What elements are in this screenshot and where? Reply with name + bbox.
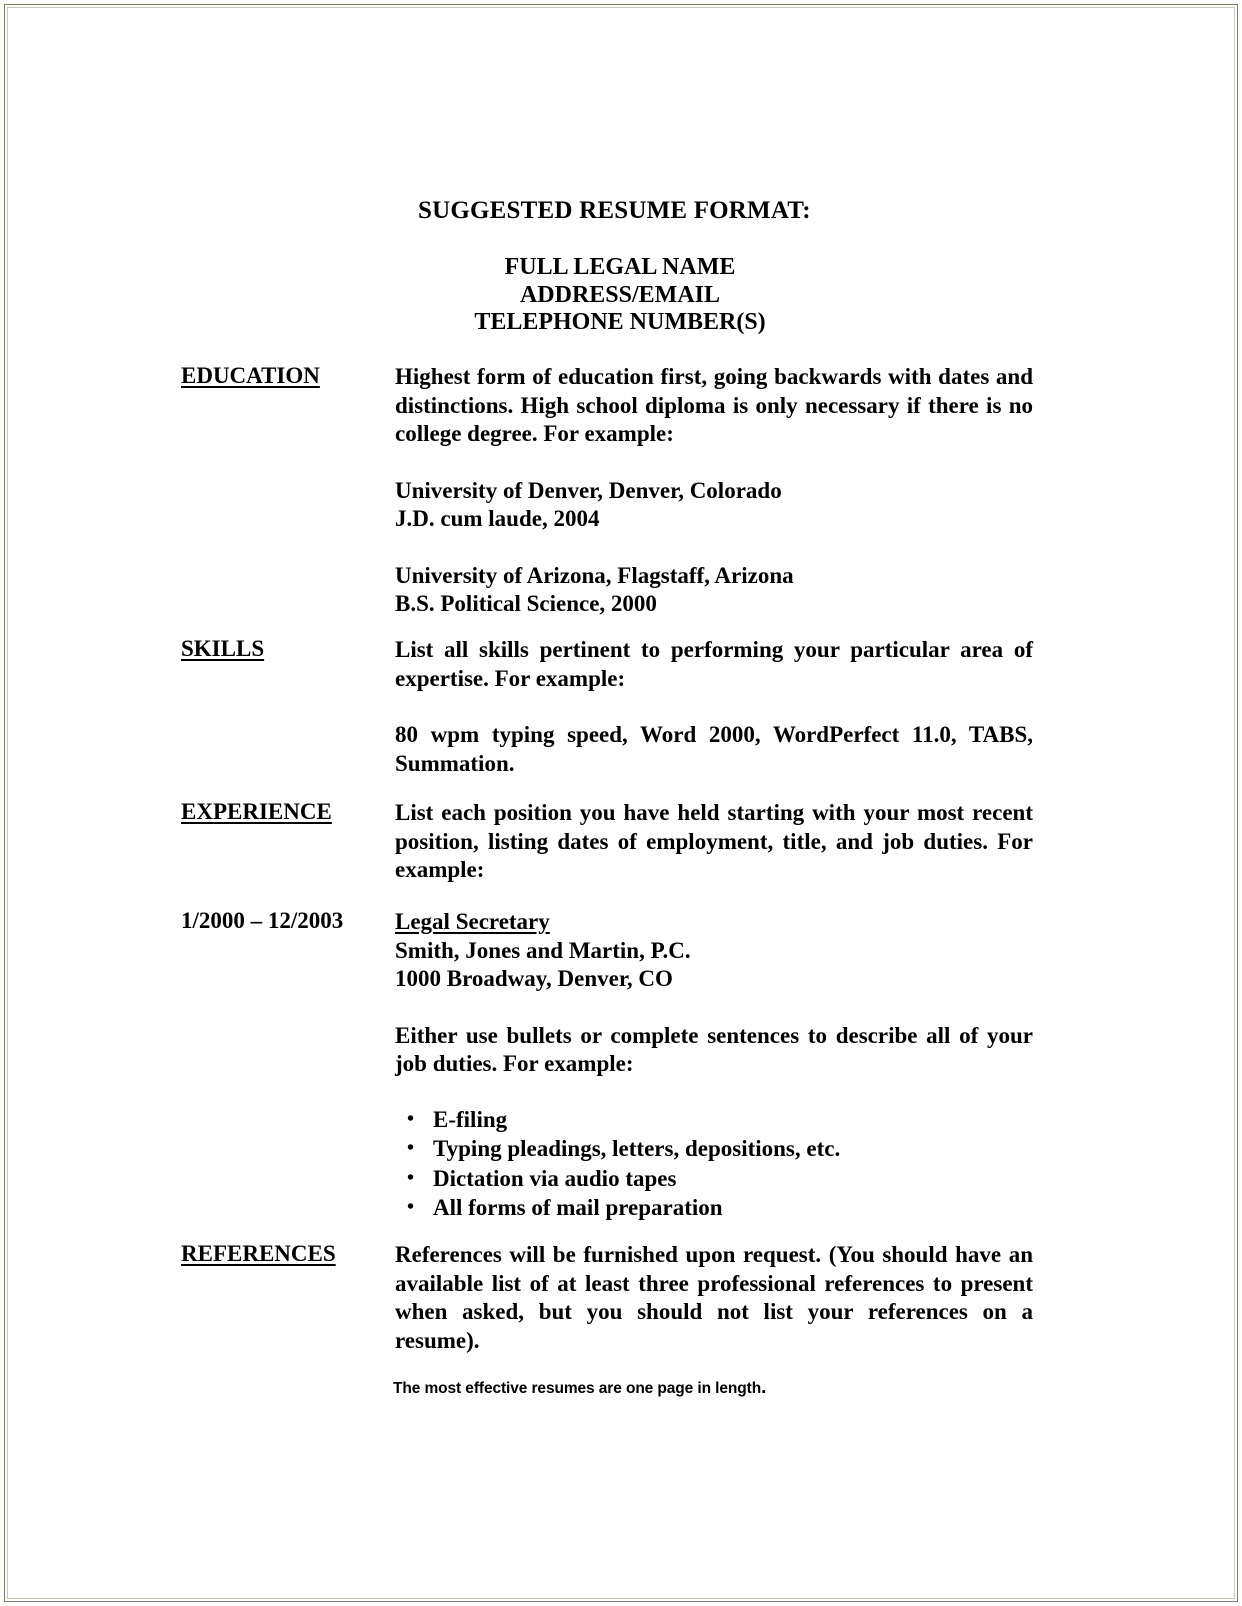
footer-note-text: The most effective resumes are one page in length — [393, 1380, 762, 1397]
experience-intro: List each position you have held starting with your most recent position, listing dates of employment, title, and job duties. For example: — [395, 800, 1033, 882]
footer-note-period: . — [761, 1377, 767, 1398]
section-body-education — [395, 363, 1033, 619]
section-label-experience: EXPERIENCE — [181, 799, 332, 824]
bullet-icon: • — [407, 1107, 415, 1130]
references-text: References will be furnished upon request. (You should have an available list of at least three professional references to present when asked, but you should not list your references on a resume). — [395, 1242, 1033, 1353]
education-entry-0-degree: J.D. cum laude, 2004 — [395, 506, 600, 531]
job-details — [395, 908, 1033, 1223]
section-label-skills: SKILLS — [181, 636, 265, 661]
skills-example: 80 wpm typing speed, Word 2000, WordPerfect 11.0, TABS, Summation. — [395, 722, 1033, 776]
job-title: Legal Secretary — [395, 909, 550, 934]
education-entry-1-school: University of Arizona, Flagstaff, Arizona — [395, 562, 794, 588]
list-item — [395, 1164, 1033, 1194]
education-entry-0-school: University of Denver, Denver, Colorado — [395, 477, 782, 503]
resume-header-block — [270, 254, 970, 337]
education-intro: Highest form of education first, going backwards with dates and distinctions. High school diploma is only necessary if there is no college degree. For example: — [395, 364, 1033, 446]
header-line-telephone: TELEPHONE NUMBER(S) — [474, 309, 766, 335]
section-label-references: REFERENCES — [181, 1241, 336, 1266]
list-item-label: Typing pleadings, letters, depositions, etc. — [433, 1136, 841, 1161]
bullet-icon: • — [407, 1166, 415, 1189]
page-title: SUGGESTED RESUME FORMAT: — [418, 197, 811, 224]
section-body-references — [395, 1241, 1033, 1355]
job-duties-list — [395, 1105, 1033, 1223]
bullet-icon: • — [407, 1137, 415, 1159]
header-line-address-email: ADDRESS/EMAIL — [519, 281, 721, 308]
header-line-full-legal-name: FULL LEGAL NAME — [504, 254, 736, 280]
section-body-skills — [395, 636, 1033, 778]
job-employer: Smith, Jones and Martin, P.C. — [395, 937, 691, 963]
section-body-experience — [395, 799, 1033, 885]
footer-note — [393, 1377, 766, 1399]
list-item — [395, 1105, 1033, 1135]
list-item — [395, 1193, 1033, 1223]
education-entry-1-degree: B.S. Political Science, 2000 — [395, 591, 657, 616]
section-label-education: EDUCATION — [181, 363, 320, 388]
list-item-label: E-filing — [433, 1106, 508, 1132]
job-duties-intro: Either use bullets or complete sentences to describe all of your job duties. For example: — [395, 1022, 1033, 1076]
list-item-label: All forms of mail preparation — [433, 1195, 723, 1220]
skills-intro: List all skills pertinent to performing your particular area of expertise. For example: — [395, 637, 1033, 691]
list-item-label: Dictation via audio tapes — [433, 1165, 677, 1191]
list-item — [395, 1134, 1033, 1164]
job-dates: 1/2000 – 12/2003 — [181, 908, 344, 933]
job-address: 1000 Broadway, Denver, CO — [395, 966, 673, 991]
bullet-icon: • — [407, 1196, 415, 1218]
